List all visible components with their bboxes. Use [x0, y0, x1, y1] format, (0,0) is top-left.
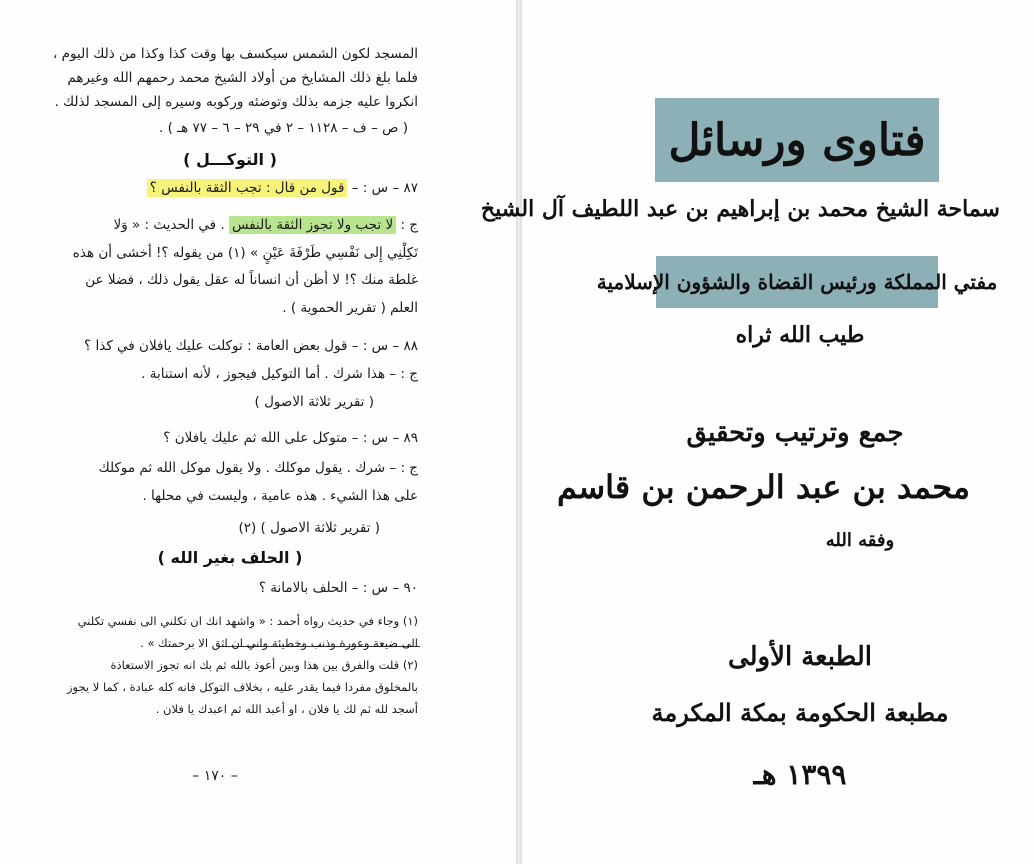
- question-number: ٨٧ – س : –: [351, 180, 418, 196]
- text-line: ( ص – ف – ١١٢٨ – ٢ في ٢٩ – ٦ – ٧٧ هـ ) .: [159, 120, 408, 136]
- page-number: – ١٧٠ –: [192, 768, 238, 784]
- text-line: العلم ( تقرير الحموية ) .: [282, 300, 418, 316]
- footnote-line: الى ضيعة وعورة وذنب وخطيئة واني ان اثق الا برحمتك » .: [140, 636, 418, 650]
- source-88: ( تقرير ثلاثة الاصول ): [254, 394, 374, 410]
- text-line: فلما بلغ ذلك المشايخ من أولاد الشيخ محمد رحمهم الله وغيرهم: [67, 70, 418, 86]
- question-90: ٩٠ – س : – الحلف بالامانة ؟: [258, 580, 418, 596]
- compiler-blessing: وفقه الله: [825, 530, 895, 551]
- highlighted-question: قول من قال : تجب الثقة بالنفس ؟: [147, 179, 348, 197]
- heading-hilf: ( الحلف بغير الله ): [157, 548, 303, 567]
- edition-line: الطبعة الأولى: [727, 642, 873, 672]
- position-line: مفتي المملكة ورئيس القضاة والشؤون الإسلامية: [596, 270, 998, 294]
- press-line: مطبعة الحكومة بمكة المكرمة: [651, 698, 949, 727]
- text-line: غلطة منك ؟! لا أظن أن انساناً له عقل يقول ذلك ، فضلا عن: [85, 272, 418, 288]
- footnote-line: (١) وجاء في حديث رواه أحمد : « واشهد انك ان تكلني الى نفسي تكلني: [77, 614, 418, 628]
- footnote-line: أسجد لله ثم لك يا فلان ، او أعبد الله ثم اعبدك يا فلان .: [155, 702, 418, 716]
- title-box: [655, 98, 939, 182]
- compiled-line: جمع وترتيب وتحقيق: [686, 418, 904, 448]
- position-box: [596, 256, 998, 308]
- blessing-line: طيب الله ثراه: [735, 322, 865, 348]
- heading-tawakkul: ( التوكـــل ): [183, 150, 277, 169]
- answer-prefix: ج :: [400, 217, 418, 233]
- answer-89: ج : – شرك . يقول موكلك . ولا يقول موكل الله ثم موكلك: [98, 460, 418, 476]
- answer-89-cont: على هذا الشيء . هذه عامية ، وليست في محلها .: [142, 488, 418, 504]
- answer-87: [114, 217, 419, 233]
- question-87: [147, 180, 418, 196]
- question-89: ٨٩ – س : – متوكل على الله ثم عليك يافلان ؟: [163, 430, 418, 446]
- text-line: انكروا عليه جزمه بذلك وتوضئه وركوبه وسيره إلى المسجد لذلك .: [54, 94, 418, 110]
- author-line: سماحة الشيخ محمد بن إبراهيم بن عبد اللطيف آل الشيخ: [480, 196, 1000, 222]
- question-88: ٨٨ – س : – قول بعض العامة : توكلت عليك يافلان في كذا ؟: [84, 338, 418, 354]
- text-line: تَكِلْنِي إِلى نَفْسِي طَرْفَةَ عَيْنٍ » (١) من يقوله ؟! أخشى أن هذه: [72, 245, 418, 261]
- year-line: ١٣٩٩ هـ: [753, 758, 847, 791]
- answer-88: ج : – هذا شرك . أما التوكيل فيجوز ، لأنه استنابة .: [141, 366, 418, 382]
- book-title: فتاوى ورسائل: [668, 114, 926, 166]
- highlighted-answer: لا تجب ولا تجوز الثقة بالنفس: [229, 216, 396, 234]
- source-89: ( تقرير ثلاثة الاصول ) (٢): [238, 520, 380, 536]
- answer-text: . في الحديث : « وَلا: [113, 217, 225, 233]
- compiler-name: محمد بن عبد الرحمن بن قاسم: [557, 468, 970, 506]
- footnote-line: (٢) قلت والفرق بين هذا وبين أعوذ بالله ثم بك انه تجوز الاستعاذة: [110, 658, 418, 672]
- left-page: [0, 0, 516, 864]
- footnote-line: بالمخلوق مفردا فيما يقدر عليه ، بخلاف التوكل فانه كله عبادة ، كما لا يجوز: [66, 680, 418, 694]
- text-line: المسجد لكون الشمس سيكسف بها وقت كذا وكذا من ذلك اليوم ،: [53, 46, 418, 62]
